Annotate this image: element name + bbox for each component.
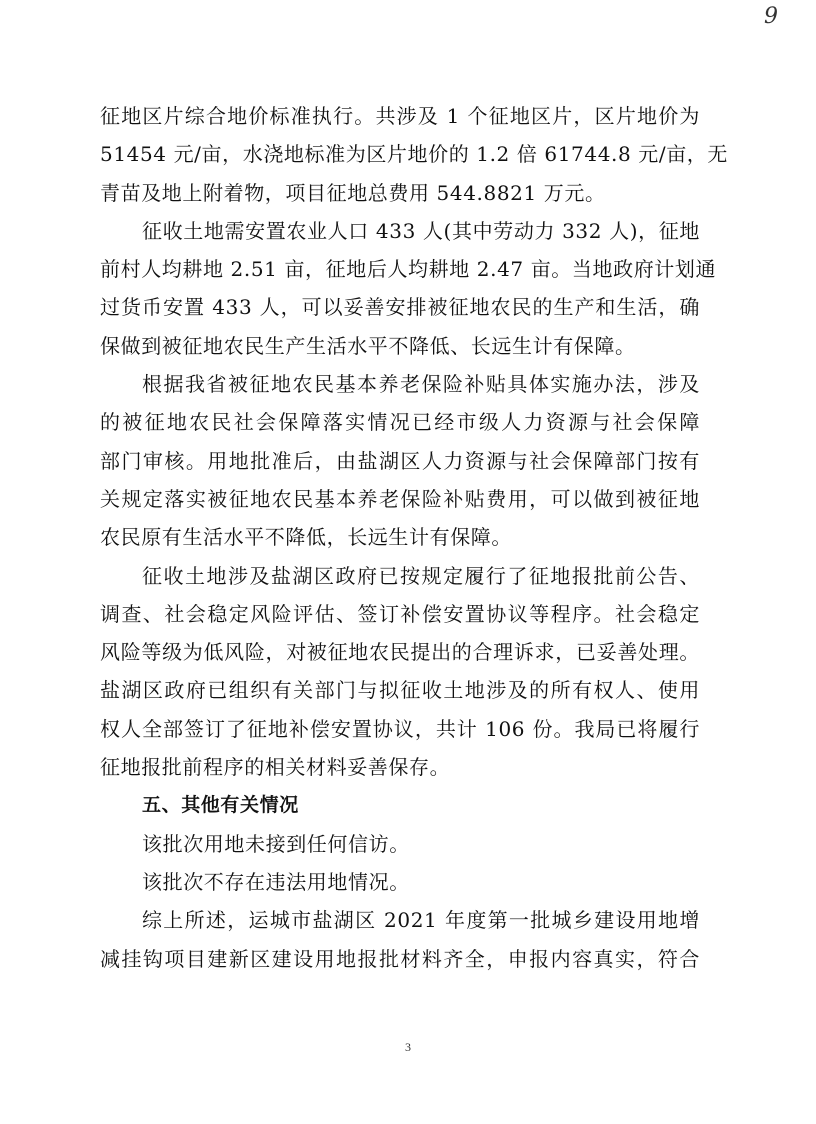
text-line: 过货币安置 433 人，可以妥善安排被征地农民的生产和生活，确	[100, 295, 700, 320]
text-line: 51454 元/亩，水浇地标准为区片地价的 1.2 倍 61744.8 元/亩，无	[100, 142, 728, 167]
text-line: 关规定落实被征地农民基本养老保险补贴费用，可以做到被征地	[100, 486, 700, 511]
text-line: 根据我省被征地农民基本养老保险补贴具体实施办法，涉及	[142, 372, 700, 397]
text-line: 调查、社会稳定风险评估、签订补偿安置协议等程序。社会稳定	[100, 601, 700, 626]
text-line: 减挂钩项目建新区建设用地报批材料齐全，申报内容真实，符合	[100, 946, 700, 971]
text-line: 征收土地需安置农业人口 433 人(其中劳动力 332 人)，征地	[142, 218, 700, 243]
text-line: 权人全部签订了征地补偿安置协议，共计 106 份。我局已将履行	[100, 716, 700, 741]
text-line: 风险等级为低风险，对被征地农民提出的合理诉求，已妥善处理。	[100, 640, 700, 665]
text-line: 征地报批前程序的相关材料妥善保存。	[100, 755, 451, 780]
text-line: 部门审核。用地批准后，由盐湖区人力资源与社会保障部门按有	[100, 448, 700, 473]
page-number: 3	[405, 1040, 411, 1054]
text-line: 征收土地涉及盐湖区政府已按规定履行了征地报批前公告、	[142, 563, 700, 588]
text-line: 农民原有生活水平不降低，长远生计有保障。	[100, 525, 512, 550]
text-line: 的被征地农民社会保障落实情况已经市级人力资源与社会保障	[100, 410, 700, 435]
text-line: 保做到被征地农民生产生活水平不降低、长远生计有保障。	[100, 333, 636, 358]
text-line: 该批次不存在违法用地情况。	[142, 869, 410, 894]
text-line: 该批次用地未接到任何信访。	[142, 831, 410, 856]
document-body	[100, 97, 728, 978]
text-line: 盐湖区政府已组织有关部门与拟征收土地涉及的所有权人、使用	[100, 678, 700, 703]
section-heading: 五、其他有关情况	[142, 794, 299, 817]
handwritten-page-mark: 9	[764, 4, 778, 29]
text-line: 前村人均耕地 2.51 亩，征地后人均耕地 2.47 亩。当地政府计划通	[100, 257, 717, 282]
text-line: 综上所述，运城市盐湖区 2021 年度第一批城乡建设用地增	[142, 908, 700, 933]
text-line: 征地区片综合地价标准执行。共涉及 1 个征地区片，区片地价为	[100, 104, 700, 128]
text-line: 青苗及地上附着物，项目征地总费用 544.8821 万元。	[100, 180, 606, 205]
